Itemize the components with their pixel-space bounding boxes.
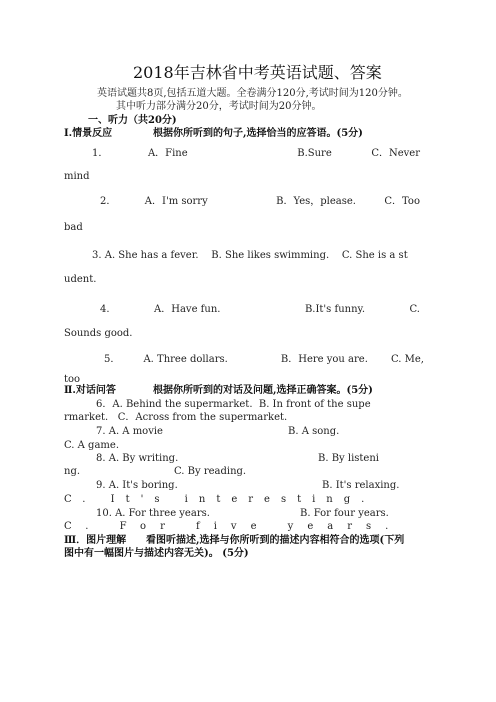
q5-option-a: A. Three dollars. — [143, 354, 228, 365]
question-10-option-b: B. For four years. — [300, 508, 389, 519]
q2-option-c: C．Too — [384, 196, 420, 207]
part3-instruction: 看图听描述,选择与你所听到的描述内容相符合的选项(下列 — [146, 535, 405, 546]
q1-option-c: C．Never — [371, 148, 420, 159]
page-title: 2018年吉林省中考英语试题、答案 — [133, 63, 382, 82]
q5-continuation: too — [64, 374, 81, 385]
intro-line-1: 英语试题共8页,包括五道大题。全卷满分120分,考试时间为120分钟。 — [97, 88, 408, 99]
q5-option-b: B．Here you are. — [280, 354, 368, 365]
q2-option-a: A．I'm sorry — [144, 196, 208, 207]
q4-continuation: Sounds good. — [64, 328, 133, 339]
q8-option-c: C. By reading. — [174, 466, 247, 477]
question-9-option-a: 9. A. It's boring. — [96, 480, 178, 491]
q9-continuation: C. It's interesting. — [64, 494, 376, 505]
question-7-option-a: 7. A. A movie — [96, 426, 163, 437]
question-6: 6．A. Behind the supermarket. B. In front of the supe — [96, 399, 371, 410]
q4-option-b: B.It's funny. — [304, 304, 366, 315]
question-1 — [92, 148, 420, 160]
q3-continuation: udent. — [64, 274, 97, 285]
q6-continuation: rmarket. C．Across from the supermarket. — [64, 412, 288, 423]
question-4 — [100, 304, 420, 316]
q1-continuation: mind — [64, 171, 90, 182]
question-9-option-b: B. It's relaxing. — [322, 480, 400, 491]
question-8-option-a: 8. A. By writing. — [96, 453, 179, 464]
question-5 — [104, 354, 424, 366]
q7-continuation: C. A game. — [64, 440, 119, 451]
q1-number: 1． — [92, 148, 109, 159]
question-10-option-a: 10. A. For three years. — [96, 508, 210, 519]
q2-continuation: bad — [64, 222, 83, 233]
q8-continuation: ng. — [64, 466, 81, 477]
part1-instruction: 根据你所听到的句子,选择恰当的应答语。(5分) — [153, 128, 363, 139]
q10-continuation: C. For five years. — [64, 521, 403, 532]
section-heading-listening: 一、听力（共20分) — [88, 115, 177, 126]
q5-number: 5． — [104, 354, 121, 365]
question-8-option-b: B. By listeni — [318, 453, 379, 464]
q1-option-a: A．Fine — [147, 148, 188, 159]
part1-title: Ⅰ.情景反应 — [64, 128, 113, 139]
question-2 — [100, 196, 420, 208]
q4-option-a: A．Have fun. — [154, 304, 221, 315]
part3-instruction-cont: 图中有一幅图片与描述内容无关)。 (5分) — [64, 548, 249, 559]
part2-title: Ⅱ.对话问答 — [64, 385, 116, 396]
question-7-option-b: B. A song. — [288, 426, 340, 437]
part3-title: Ⅲ．图片理解 — [64, 535, 127, 546]
q2-option-b: B．Yes，please. — [276, 196, 356, 207]
q4-option-c: C. — [409, 304, 420, 315]
intro-line-2: 其中听力部分满分20分，考试时间为20分钟。 — [116, 101, 322, 112]
q5-option-c: C. Me, — [390, 354, 424, 365]
part2-instruction: 根据你所听到的对话及问题,选择正确答案。(5分) — [153, 385, 373, 396]
q2-number: 2． — [100, 196, 117, 207]
q4-number: 4. — [100, 304, 110, 315]
q1-option-b: B.Sure — [297, 148, 332, 159]
question-3: 3. A. She has a fever. B. She likes swimming. C. She is a st — [92, 250, 408, 261]
